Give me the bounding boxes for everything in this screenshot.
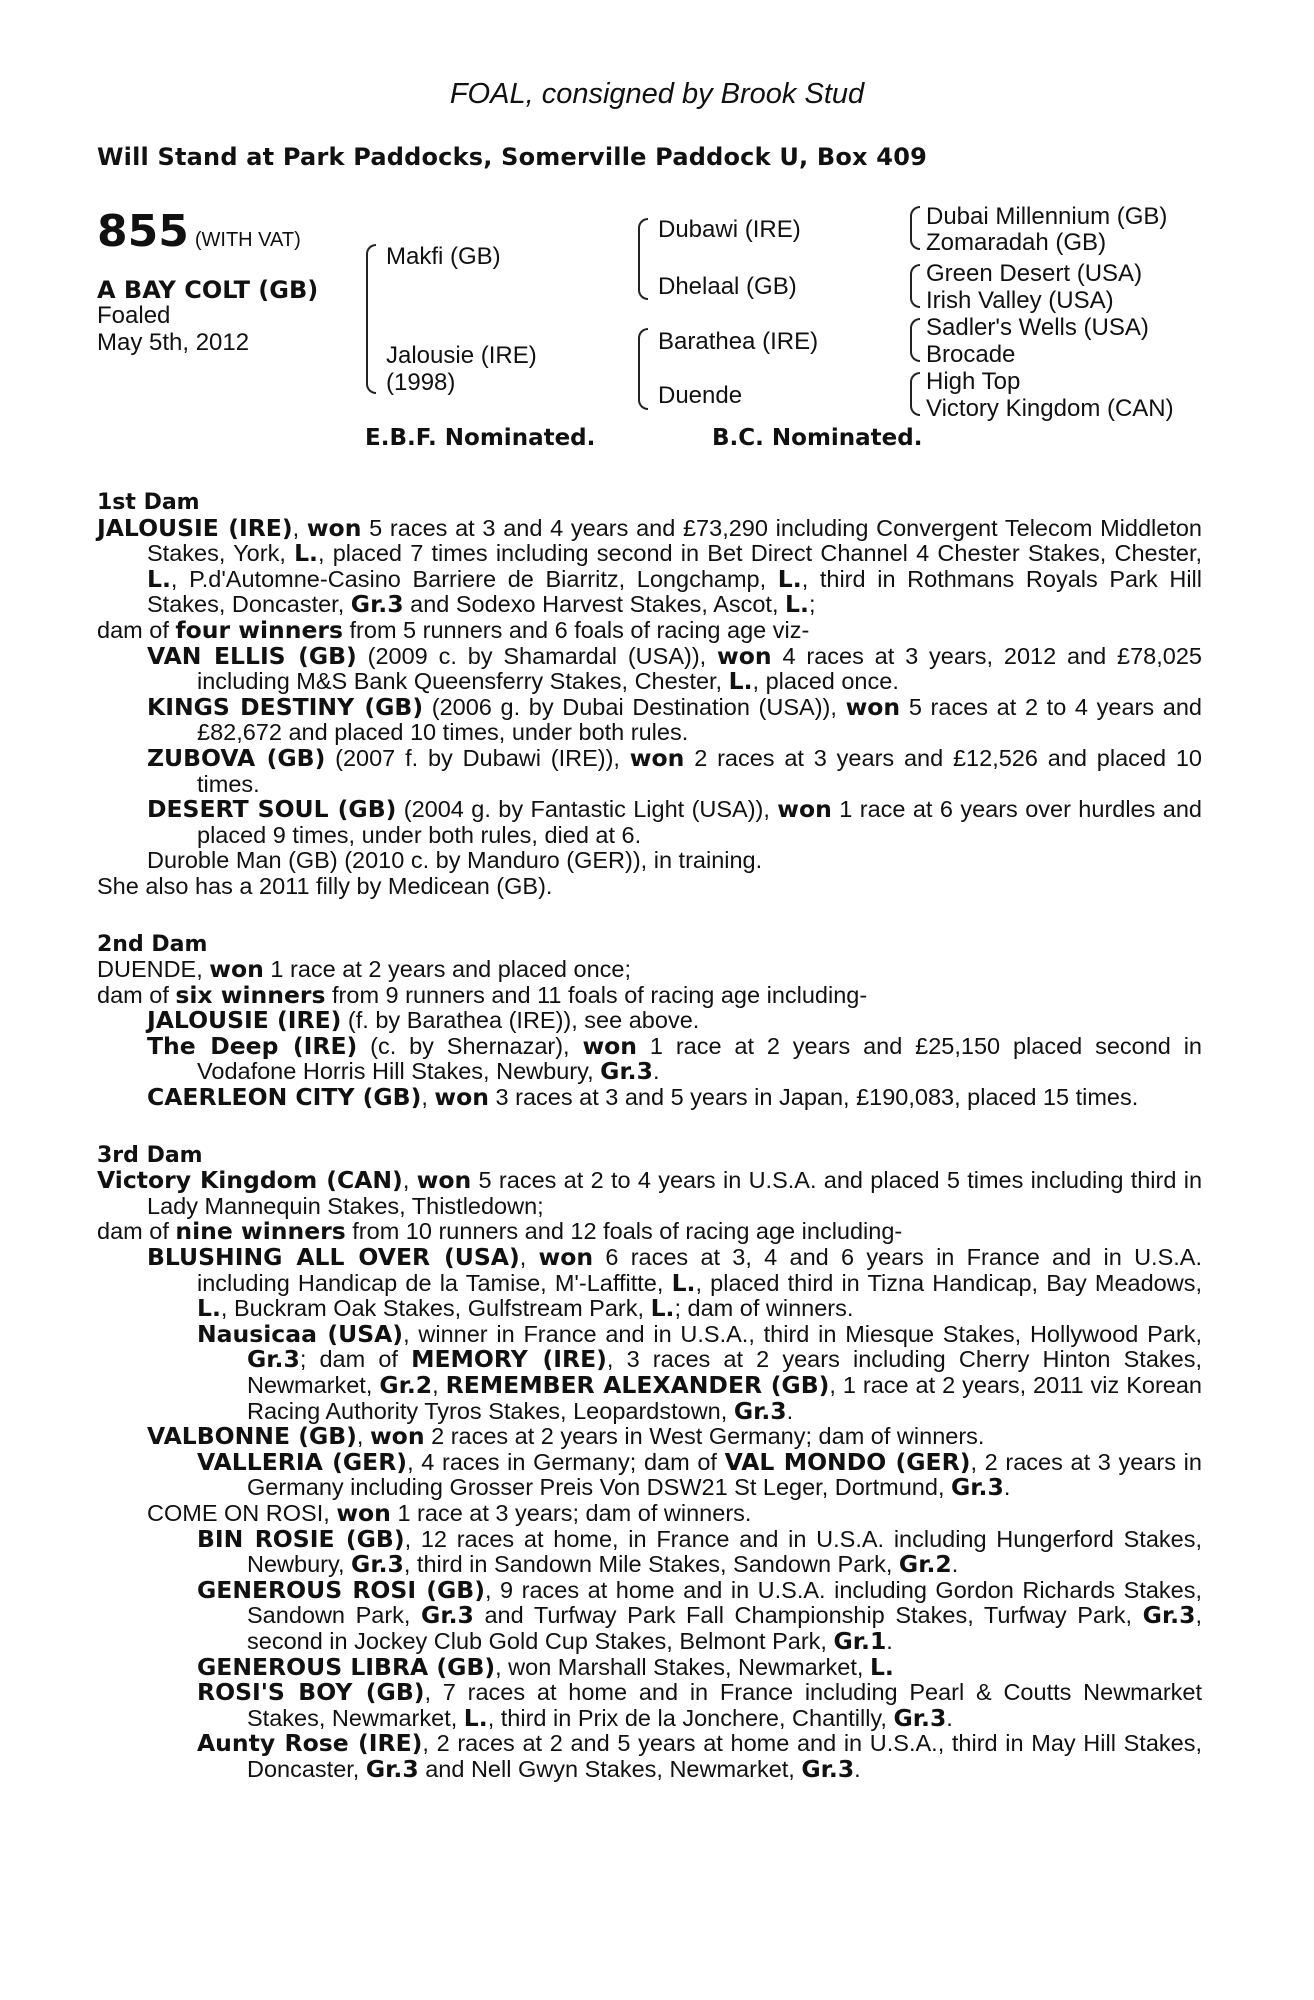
- pedigree-g5: Sadler's Wells (USA): [926, 314, 1149, 341]
- third-dam-heading: 3rd Dam: [97, 1142, 203, 1168]
- produce-entry: COME ON ROSI, won 1 race at 3 years; dam of winners.: [147, 1498, 752, 1527]
- produce-entry: CAERLEON CITY (GB), won 3 races at 3 and 5 years in Japan, £190,083, placed 15 times.: [147, 1083, 1139, 1112]
- pedigree-brace: [638, 218, 648, 300]
- stand-location: Will Stand at Park Paddocks, Somerville Paddock U, Box 409: [97, 143, 927, 171]
- produce-entry: Aunty Rose (IRE), 2 races at 2 and 5 years at home and in U.S.A., third in May Hill Stakes, Doncaster, Gr.3 and Nell Gwyn Stakes, Newmarket, Gr.3.: [197, 1729, 1202, 1783]
- produce-entry: BLUSHING ALL OVER (USA), won 6 races at 3, 4 and 6 years in France and in U.S.A. including Handicap de la Tamise, M'-Laffitte, L., placed third in Tizna Handicap, Bay Meadows, L., Buckram Oak Stakes, Gulfstream Park, L.; dam of winners.: [147, 1243, 1202, 1323]
- produce-entry: VALBONNE (GB), won 2 races at 2 years in West Germany; dam of winners.: [147, 1422, 985, 1451]
- third-dam-entry: Victory Kingdom (CAN), won 5 races at 2 to 4 years in U.S.A. and placed 5 times including third in Lady Mannequin Stakes, Thistledown;: [97, 1166, 1203, 1219]
- pedigree-g7: High Top: [926, 368, 1021, 395]
- pedigree-sire-sire: Dubawi (IRE): [658, 216, 801, 243]
- pedigree-sire-dam: Dhelaal (GB): [658, 273, 797, 300]
- pedigree-g6: Brocade: [926, 341, 1016, 368]
- pedigree-g8: Victory Kingdom (CAN): [926, 395, 1174, 422]
- pedigree-dam-year: (1998): [386, 369, 456, 396]
- foaled-info: [97, 302, 249, 356]
- first-dam-entry: JALOUSIE (IRE), won 5 races at 3 and 4 years and £73,290 including Convergent Telecom Middleton Stakes, York, L., placed 7 times including second in Bet Direct Channel 4 Chester Stakes, Chester, L., P.d'Automne-Casino Barriere de Biarritz, Longchamp, L., third in Rothmans Royals Park Hill Stakes, Doncaster, Gr.3 and Sodexo Harvest Stakes, Ascot, L.;: [97, 513, 1203, 619]
- page-title: FOAL, consigned by Brook Stud: [449, 78, 865, 110]
- pedigree-g2: Zomaradah (GB): [926, 229, 1107, 256]
- pedigree-brace: [910, 372, 920, 416]
- pedigree-dam-dam: Duende: [658, 382, 743, 409]
- foaled-date: May 5th, 2012: [97, 329, 250, 356]
- first-dam-heading: 1st Dam: [97, 490, 200, 515]
- produce-entry: VAN ELLIS (GB) (2009 c. by Shamardal (USA)), won 4 races at 3 years, 2012 and £78,025 including M&S Bank Queensferry Stakes, Chester, L., placed once.: [147, 641, 1202, 696]
- produce-entry: DESERT SOUL (GB) (2004 g. by Fantastic Light (USA)), won 1 race at 6 years over hurdles and placed 9 times, under both rules, died at 6.: [147, 795, 1202, 848]
- pedigree-brace: [910, 206, 920, 250]
- lot-number: 855: [97, 206, 189, 257]
- produce-entry: GENEROUS LIBRA (GB), won Marshall Stakes, Newmarket, L.: [197, 1652, 894, 1681]
- pedigree-brace: [910, 318, 920, 362]
- pedigree-dam: Jalousie (IRE): [386, 342, 537, 369]
- pedigree-sire: Makfi (GB): [386, 243, 501, 270]
- produce-entry: Duroble Man (GB) (2010 c. by Manduro (GER)), in training.: [147, 847, 763, 874]
- pedigree-dam-sire: Barathea (IRE): [658, 328, 819, 355]
- pedigree-g3: Green Desert (USA): [926, 260, 1143, 287]
- pedigree-brace: [910, 264, 920, 308]
- family-details: [97, 480, 1202, 1783]
- pedigree-brace: [366, 244, 376, 394]
- pedigree-g4: Irish Valley (USA): [926, 287, 1114, 314]
- bc-nominated: B.C. Nominated.: [712, 425, 923, 451]
- lot-number-block: [97, 206, 301, 257]
- second-dam-entry: DUENDE, won 1 race at 2 years and placed once;: [97, 955, 631, 984]
- third-dam-produce-summary: dam of nine winners from 10 runners and 12 foals of racing age including-: [97, 1217, 903, 1246]
- ebf-nominated: E.B.F. Nominated.: [365, 425, 596, 451]
- produce-entry: JALOUSIE (IRE) (f. by Barathea (IRE)), see above.: [147, 1006, 700, 1035]
- produce-entry: ROSI'S BOY (GB), 7 races at home and in France including Pearl & Coutts Newmarket Stakes, Newmarket, L., third in Prix de la Jonchere, Chantilly, Gr.3.: [197, 1678, 1202, 1732]
- produce-entry: ZUBOVA (GB) (2007 f. by Dubawi (IRE)), won 2 races at 3 years and £12,526 and placed 10 times.: [147, 743, 1202, 797]
- foaled-label: Foaled: [97, 302, 171, 329]
- pedigree-brace: [638, 328, 648, 410]
- produce-entry: The Deep (IRE) (c. by Shernazar), won 1 race at 2 years and £25,150 placed second in Vodafone Horris Hill Stakes, Newbury, Gr.3.: [147, 1031, 1202, 1086]
- produce-entry: GENEROUS ROSI (GB), 9 races at home and in U.S.A. including Gordon Richards Stakes, Sandown Park, Gr.3 and Turfway Park Fall Championship Stakes, Turfway Park, Gr.3, second in Jockey Club Gold Cup Stakes, Belmont Park, Gr.1.: [197, 1575, 1202, 1655]
- produce-note: She also has a 2011 filly by Medicean (GB).: [97, 872, 553, 899]
- lot-name: A BAY COLT (GB): [97, 276, 319, 304]
- produce-entry: BIN ROSIE (GB), 12 races at home, in France and in U.S.A. including Hungerford Stakes, Newbury, Gr.3, third in Sandown Mile Stakes, Sandown Park, Gr.2.: [197, 1524, 1202, 1579]
- produce-entry: Nausicaa (USA), winner in France and in U.S.A., third in Miesque Stakes, Hollywood Park, Gr.3; dam of MEMORY (IRE), 3 races at 2 years including Cherry Hinton Stakes, Newmarket, Gr.2, REMEMBER ALEXANDER (GB), 1 race at 2 years, 2011 viz Korean Racing Authority Tyros Stakes, Leopardstown, Gr.3.: [197, 1319, 1202, 1425]
- vat-note: (WITH VAT): [194, 229, 301, 251]
- second-dam-heading: 2nd Dam: [97, 931, 208, 957]
- first-dam-produce-summary: dam of four winners from 5 runners and 6 foals of racing age viz-: [97, 615, 810, 644]
- produce-entry: KINGS DESTINY (GB) (2006 g. by Dubai Destination (USA)), won 5 races at 2 to 4 years and £82,672 and placed 10 times, under both rules.: [147, 692, 1202, 746]
- pedigree-g1: Dubai Millennium (GB): [926, 203, 1168, 230]
- produce-entry: VALLERIA (GER), 4 races in Germany; dam of VAL MONDO (GER), 2 races at 3 years in Germany including Grosser Preis Von DSW21 St Leger, Dortmund, Gr.3.: [197, 1447, 1202, 1502]
- second-dam-produce-summary: dam of six winners from 9 runners and 11 foals of racing age including-: [97, 980, 868, 1009]
